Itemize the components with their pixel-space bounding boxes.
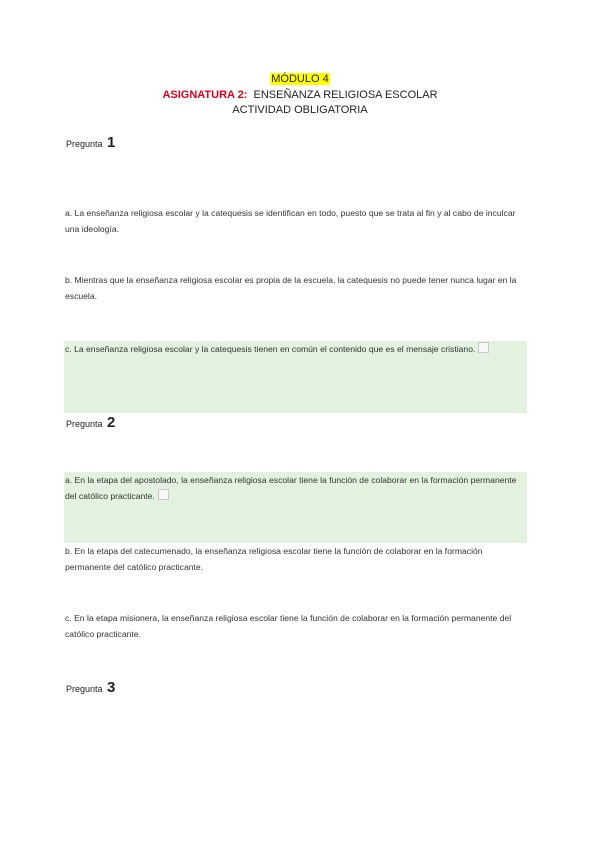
subject-name: ENSEÑANZA RELIGIOSA ESCOLAR: [253, 89, 438, 101]
q2-option-c[interactable]: c. En la etapa misionera, la enseñanza religiosa escolar tiene la función de colaborar en la formación permanente del católico practicante.: [65, 613, 512, 639]
subject-label: ASIGNATURA 2:: [162, 89, 248, 101]
subject-title: [0, 88, 600, 102]
question-number: 2: [107, 414, 116, 431]
activity-title: ACTIVIDAD OBLIGATORIA: [232, 104, 368, 116]
module-title: MÓDULO 4: [271, 73, 329, 85]
question-number: 3: [107, 679, 116, 696]
q2-option-a-selected[interactable]: a. En la etapa del apostolado, la enseñanza religiosa escolar tiene la función de colaborar en la formación permanente del católico practicante.: [64, 472, 527, 543]
question-number: 1: [107, 134, 116, 151]
checkbox-icon[interactable]: [478, 342, 489, 353]
question-2-title: Pregunta 2: [66, 414, 116, 431]
q2-option-b[interactable]: b. En la etapa del catecumenado, la enseñanza religiosa escolar tiene la función de colaborar en la formación permanente del católico practicante.: [65, 546, 483, 572]
checkbox-icon[interactable]: [158, 489, 169, 500]
question-3-title: Pregunta 3: [66, 679, 116, 696]
q1-option-b[interactable]: b. Mientras que la enseñanza religiosa escolar es propia de la escuela, la catequesis no puede tener nunca lugar en la escuela.: [65, 275, 517, 301]
q1-option-c-selected[interactable]: c. La enseñanza religiosa escolar y la catequesis tienen en común el contenido que es el mensaje cristiano.: [64, 341, 527, 413]
question-1-title: Pregunta 1: [66, 134, 116, 151]
q1-option-a[interactable]: a. La enseñanza religiosa escolar y la catequesis se identifican en todo, puesto que se trata al fin y al cabo de inculcar una ideología.: [65, 208, 516, 234]
